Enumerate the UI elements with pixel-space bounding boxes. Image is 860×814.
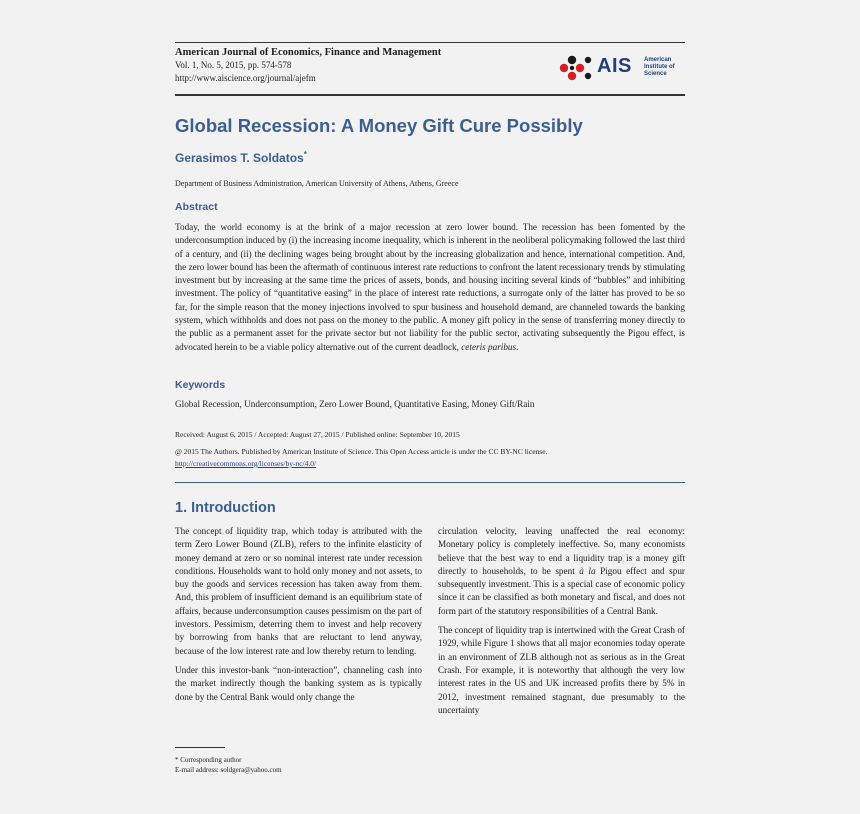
abstract-text: Today, the world economy is at the brink of a major recession at zero lower bound. The recession has been fomented by the underconsumption induced by (i) the increasing income inequality, which is inherent in the neoliberal policymaking followed the last third of a century, and (ii) the declining wages being brought about by the increasing globalization and hence, international competition. And, the zero lower bound has been the aftermath of continuous interest rate reductions to confront the latent recessionary trends by stimulating investment but by increasing at the same time the prices of assets, bonds, and housing inciting several kinds of “bubbles” and inhibiting investment. The policy of “quantitative easing” in the place of interest rate reductions, a surrogate only of the latter has proved to be so far, for the simple reason that the money injections involved to spur business and household demand, are channeled towards the banking system, which withholds and does not pass on the money to the public. A money gift policy in the sense of transferring money directly to the public as a permanent asset for the private sector but not liability for the public sector, activating subsequently the Pigou effect, is advocated herein to be a viable policy alternative out of the current deadlock, (175, 222, 685, 352)
journal-title: American Journal of Economics, Finance and Management (175, 47, 442, 58)
article-title: Global Recession: A Money Gift Cure Possibly (175, 115, 583, 136)
intro-italic: à la (579, 565, 596, 576)
journal-header (175, 46, 535, 85)
publication-dates: Received: August 6, 2015 / Accepted: August 27, 2015 / Published online: September 10, 2015 (175, 430, 460, 439)
abstract-heading: Abstract (175, 201, 218, 213)
header-top-rule (175, 42, 685, 43)
abstract-italic: ceteris paribus (461, 341, 517, 352)
article-author (175, 150, 307, 165)
journal-volume: Vol. 1, No. 5, 2015, pp. 574-578 (175, 60, 292, 70)
abstract-end: . (516, 341, 519, 352)
intro-paragraph (438, 525, 685, 618)
abstract-body (175, 221, 685, 354)
copyright-block (175, 446, 547, 470)
license-link[interactable]: http://creativecommons.org/licenses/by-nc/4.0/ (175, 459, 317, 468)
intro-text: Pigou effect and spur subsequently investment. This is a special case of economic policy since it can be classified as both monetary and fiscal, and does not form part of the statutory responsibilities of a Central Bank. (438, 565, 685, 616)
keywords-text: Global Recession, Underconsumption, Zero Lower Bound, Quantitative Easing, Money Gift/Rain (175, 399, 535, 409)
footnote-rule (175, 747, 225, 748)
section-divider (175, 482, 685, 483)
intro-paragraph: The concept of liquidity trap is intertwined with the Great Crash of 1929, while Figure 1 shows that all major economies today operate in an environment of ZLB although not as serious as in the Great Crash. For example, it is noteworthy that although the very low interest rates in the US and UK increased profits there by 5% in 2012, investment remained stagnant, due presumably to the uncertainty (438, 625, 685, 715)
section-heading-introduction: 1. Introduction (175, 500, 276, 516)
header-bottom-rule (175, 94, 685, 96)
intro-right-column (438, 525, 685, 723)
intro-left-column (175, 525, 422, 710)
author-affiliation: Department of Business Administration, American University of Athens, Athens, Greece (175, 179, 459, 188)
ais-logo (557, 54, 687, 82)
footnote (175, 755, 282, 775)
footnote-corresponding: * Corresponding author (175, 756, 242, 764)
author-name: Gerasimos T. Soldatos (175, 151, 304, 165)
ais-logo-text: AIS (597, 55, 632, 77)
journal-url[interactable]: http://www.aiscience.org/journal/ajefm (175, 73, 316, 83)
intro-paragraph: Under this investor-bank “non-interaction”, channeling cash into the market indirectly though the banking system as is typically done by the Central Bank would only change the (175, 664, 422, 702)
intro-text: circulation velocity, leaving unaffected the real economy: Monetary policy is completely ineffective. So, many economists believe that the best way to end a liquidity trap is a money gift directly to households, to be spent (438, 526, 685, 576)
footnote-email: E-mail address: soldgera@yahoo.com (175, 766, 282, 774)
author-mark: * (303, 150, 307, 159)
keywords-heading: Keywords (175, 379, 226, 391)
ais-logo-icon (557, 54, 593, 82)
copyright-text: @ 2015 The Authors. Published by American Institute of Science. This Open Access article is under the CC BY-NC license. (175, 447, 548, 456)
ais-logo-subtitle: American Institute of Science (644, 57, 675, 77)
intro-paragraph: The concept of liquidity trap, which today is attributed with the term Zero Lower Bound (ZLB), refers to the infinite elasticity of money demand at zero or so nominal interest rate under recession conditions. Households want to hold only money and not assets, to buy the goods and services recession has taken away from them. And, this problem of insufficient demand is an equilibrium state of affairs, because underconsumption causes pessimism on the part of investors. Pessimism, deterring them to invest and help recovery by borrowing from banks that are reluctant to lend anyway, because of the low interest rate and low thereby return to lending. (175, 526, 422, 656)
